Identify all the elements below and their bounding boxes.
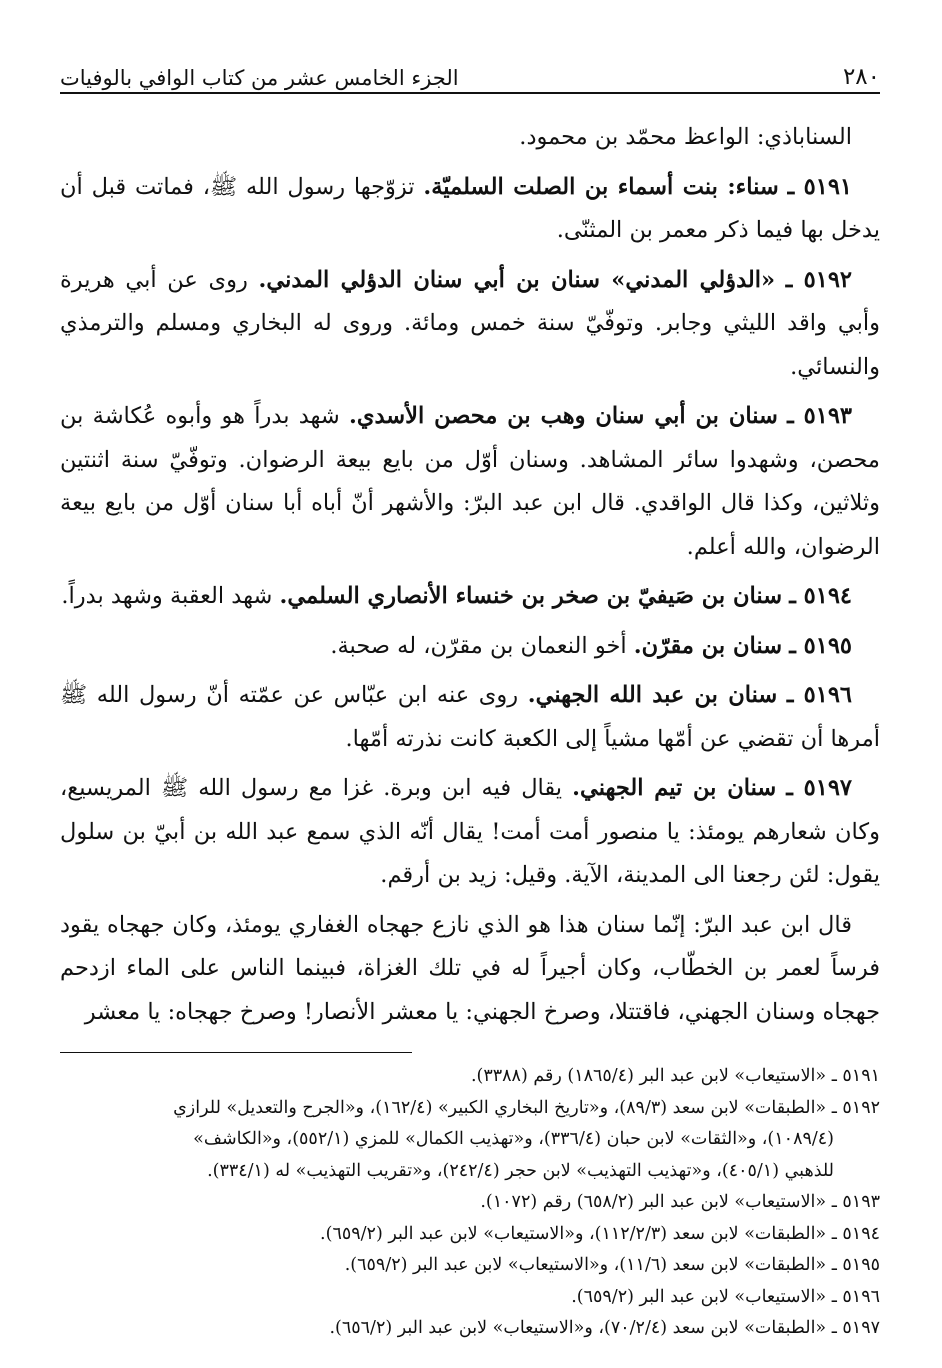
entry-5196 <box>60 674 880 761</box>
entry-text: تزوّجها رسول الله ﷺ، فماتت قبل أن يدخل بها فيما ذكر معمر بن المثنّى. <box>60 173 880 243</box>
entry-5197 <box>60 767 880 898</box>
entry-name: سناء: بنت أسماء بن الصلت السلميّة. <box>423 173 779 200</box>
entry-text: روى عن أبي هريرة وأبي واقد الليثي وجابر. وتوفّيّ سنة خمس ومائة. وروى له البخاري ومسلم والترمذي والنسائي. <box>60 266 880 380</box>
footnote: ٥١٩٧ ـ «الطبقات» لابن سعد (٧٠/٢/٤)، و«الاستيعاب» لابن عبد البر (٦٥٦/٢). <box>329 1318 880 1338</box>
entry-number: ٥١٩١ ـ <box>787 173 852 200</box>
footnote-continuation: (١٠٨٩/٤)، و«الثقات» لابن حبان (٣٣٦/٤)، و«تهذيب الكمال» للمزي (٥٥٢/١)، و«الكاشف» <box>193 1129 834 1149</box>
footnote: ٥١٩٦ ـ «الاستيعاب» لابن عبد البر (٦٥٩/٢). <box>571 1286 880 1307</box>
entry-5194 <box>60 575 880 619</box>
page-header <box>60 52 880 94</box>
entry-text: شهد العقبة وشهد بدراً. <box>61 583 273 609</box>
main-text <box>60 116 880 1034</box>
entry-5192 <box>60 259 880 390</box>
paragraph <box>60 116 880 160</box>
entry-number: ٥١٩٦ ـ <box>786 682 853 708</box>
entry-name: سنان بن صَيفيّ بن صخر بن خنساء الأنصاري السلمي. <box>279 583 783 609</box>
footnote: ٥١٩٥ ـ «الطبقات» لابن سعد (١١/٦)، و«الاستيعاب» لابن عبد البر (٦٥٩/٢). <box>344 1255 880 1275</box>
entry-text: شهد بدراً هو وأبوه عُكاشة بن محصن، وشهدوا سائر المشاهد. وسنان أوّل من بايع بيعة الرضوان. وتوفّيّ سنة اثنتين وثلاثين، وكذا قال الواقدي. قال ابن عبد البرّ: والأشهر أنّ أباه أبا سنان أوّل من بايع بيعة الرضوان، والله أعلم. <box>60 403 880 560</box>
entry-5191 <box>60 166 880 253</box>
page-number: ٢٨٠ <box>842 64 880 90</box>
entry-number: ٥١٩٧ ـ <box>786 775 852 801</box>
footnote-continuation: للذهبي (٤٠٥/١)، و«تهذيب التهذيب» لابن حجر (٢٤٢/٤)، و«تقريب التهذيب» له (٣٣٤/١). <box>207 1160 834 1181</box>
entry-name: سنان بن أبي سنان وهب بن محصن الأسدي. <box>349 403 778 429</box>
paragraph <box>60 904 880 1035</box>
entry-name: «الدؤلي المدني» سنان بن أبي سنان الدؤلي المدني. <box>258 266 776 293</box>
running-title: الجزء الخامس عشر من كتاب الوافي بالوفيات <box>60 66 459 90</box>
paragraph-text: قال ابن عبد البرّ: إنّما سنان هذا هو الذي نازع جهجاه الغفاري يومئذ، وكان جهجاه يقود فرساً لعمر بن الخطّاب، وكان أجيراً له في تلك الغزاة، فبينما الناس على الماء ازدحم جهجاه وسنان الجهني، فاقتتلا، وصرخ الجهني: يا معشر الأنصار! وصرخ جهجاه: يا معشر <box>60 911 880 1025</box>
footnote: ٥١٩٣ ـ «الاستيعاب» لابن عبد البر (٦٥٨/٢) رقم (١٠٧٢). <box>480 1192 880 1212</box>
footnotes <box>60 1061 880 1345</box>
entry-text: أخو النعمان بن مقرّن، له صحبة. <box>330 632 627 659</box>
entry-number: ٥١٩٣ ـ <box>787 403 853 429</box>
paragraph-text: السناباذي: الواعظ محمّد بن محمود. <box>519 124 852 150</box>
footnote: ٥١٩١ ـ «الاستيعاب» لابن عبد البر (١٨٦٥/٤) رقم (٣٣٨٨). <box>470 1066 880 1086</box>
entry-5195 <box>60 625 880 669</box>
entry-number: ٥١٩٤ ـ <box>789 583 852 609</box>
entry-number: ٥١٩٢ ـ <box>785 266 853 293</box>
footnote-separator <box>60 1052 412 1053</box>
entry-5193 <box>60 395 880 569</box>
entry-number: ٥١٩٥ ـ <box>789 632 852 659</box>
entry-name: سنان بن عبد الله الجهني. <box>527 682 778 708</box>
entry-text: روى عنه ابن عبّاس عن عمّته أنّ رسول الله ﷺ أمرها أن تقضي عن أمّها مشياً إلى الكعبة كانت نذرته أمّها. <box>60 682 880 752</box>
footnote: ٥١٩٤ ـ «الطبقات» لابن سعد (١١٢/٢/٣)، و«الاستيعاب» لابن عبد البر (٦٥٩/٢). <box>320 1223 880 1244</box>
entry-text: يقال فيه ابن وبرة. غزا مع رسول الله ﷺ المريسيع، وكان شعارهم يومئذ: يا منصور أمت أمت! يقال أنّه الذي سمع عبد الله بن أبيّ بن سلول يقول: لئن رجعنا الى المدينة، الآية. وقيل: زيد بن أرقم. <box>60 775 880 888</box>
entry-name: سنان بن مقرّن. <box>633 632 783 659</box>
footnote: ٥١٩٢ ـ «الطبقات» لابن سعد (٨٩/٣)، و«تاريخ البخاري الكبير» (١٦٢/٤)، و«الجرح والتعديل» للرازي <box>173 1097 880 1118</box>
entry-name: سنان بن تيم الجهني. <box>572 775 777 801</box>
